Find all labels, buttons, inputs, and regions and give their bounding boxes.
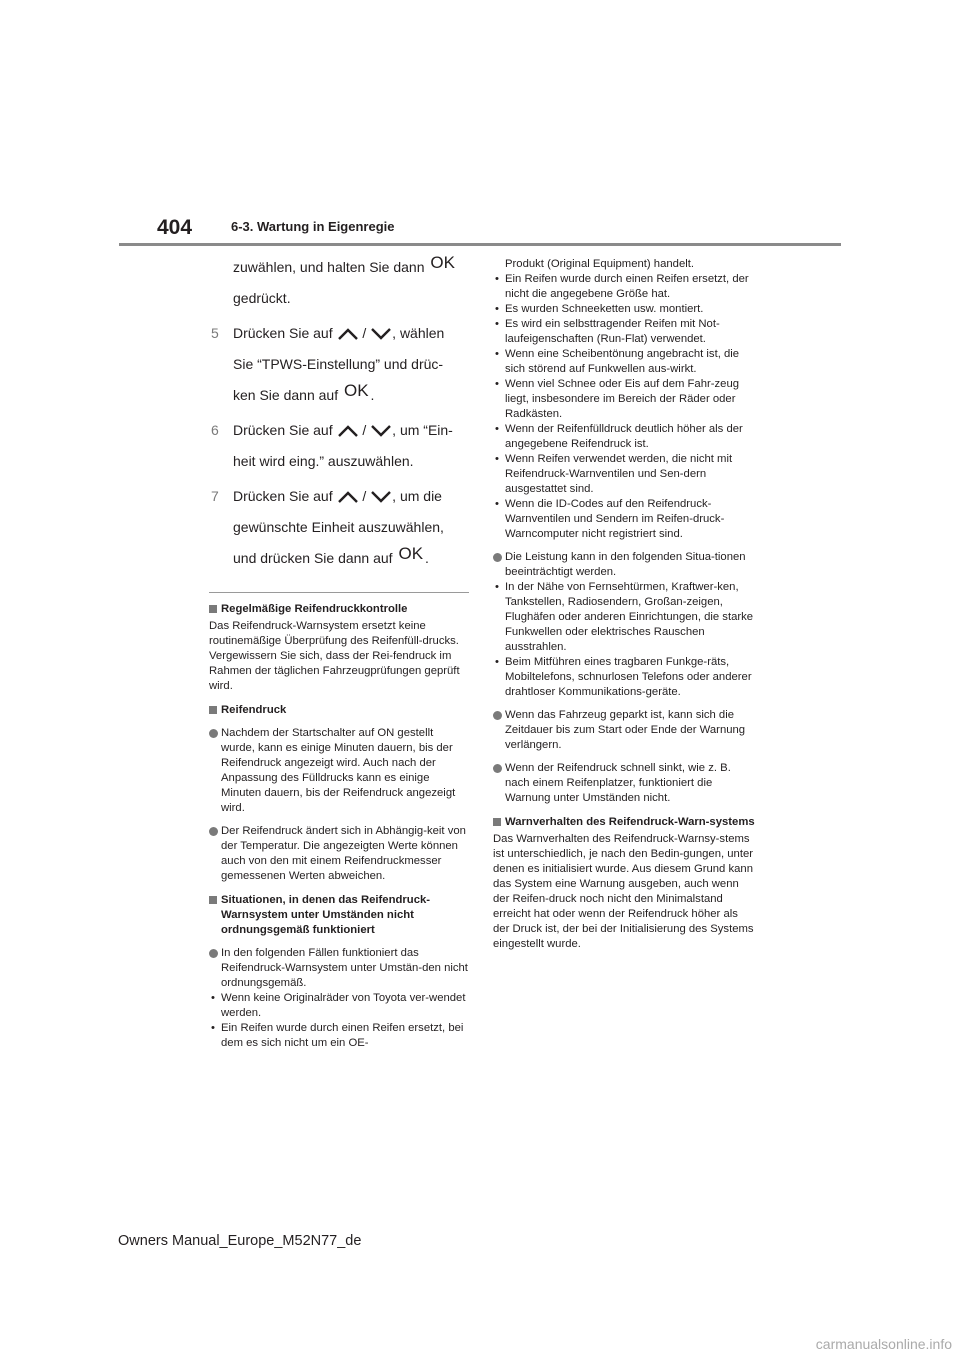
footer-text: Owners Manual_Europe_M52N77_de xyxy=(118,1233,362,1249)
circle-bullet-icon xyxy=(209,949,218,958)
step-text: . xyxy=(370,387,375,403)
step-text: , um “Ein- xyxy=(392,422,453,438)
watermark: carmanualsonline.info xyxy=(815,1336,952,1352)
continued-step-line-2: gedrückt. xyxy=(233,290,291,306)
circle-bullet-icon xyxy=(209,729,218,738)
section-title: 6-3. Wartung in Eigenregie xyxy=(231,219,395,234)
square-bullet-icon xyxy=(493,818,501,826)
section-heading: Regelmäßige Reifendruckkontrolle xyxy=(209,602,469,617)
circle-bullet-icon xyxy=(209,827,218,836)
chevron-down-icon xyxy=(370,424,392,438)
step-text: und drücken Sie dann auf xyxy=(233,550,393,566)
sub-list-item: • Wenn der Reifenfülldruck deutlich höher als der angegebene Reifendruck ist. xyxy=(495,423,743,450)
right-column xyxy=(493,257,755,952)
step-text: heit wird eing.” auszuwählen. xyxy=(233,453,414,469)
section-heading: Warnverhalten des Reifendruck-Warn-systems xyxy=(493,815,755,830)
chevron-down-icon xyxy=(370,490,392,504)
sub-list-item: • Wenn Reifen verwendet werden, die nicht mit Reifendruck-Warnventilen und Sen-dern ausgestattet sind. xyxy=(495,453,733,495)
circle-bullet-icon xyxy=(493,764,502,773)
paragraph: Produkt (Original Equipment) handelt. xyxy=(505,258,695,270)
step-text: gewünschte Einheit auszuwählen, xyxy=(233,519,444,535)
square-bullet-icon xyxy=(209,706,217,714)
step-text: ken Sie dann auf xyxy=(233,387,339,403)
list-item: Die Leistung kann in den folgenden Situa-tionen beeinträchtigt werden. xyxy=(493,550,755,580)
continued-text: zuwählen, und halten Sie dann xyxy=(233,259,425,275)
step-7 xyxy=(209,481,469,574)
header-rule xyxy=(119,243,841,246)
section-heading: Situationen, in denen das Reifendruck-Warnsystem unter Umständen nicht ordnungsgemäß funktioniert xyxy=(209,893,469,938)
ok-icon: OK xyxy=(430,253,455,272)
sub-list-item: • Wenn eine Scheibentönung angebracht ist, die sich störend auf Funkwellen aus-wirkt. xyxy=(495,348,740,375)
step-text: Drücken Sie auf xyxy=(233,325,333,341)
square-bullet-icon xyxy=(209,896,217,904)
sub-list-item: • Wenn viel Schnee oder Eis auf dem Fahr-zeug liegt, insbesondere im Bereich der Räder oder Radkästen. xyxy=(495,378,740,420)
circle-bullet-icon xyxy=(493,711,502,720)
step-text: , um die xyxy=(392,488,442,504)
step-text: Sie “TPWS-Einstellung” und drüc- xyxy=(233,356,444,372)
sub-list-item: • Wenn die ID-Codes auf den Reifendruck-Warnventilen und Sendern im Reifen-druck-Warncomputer nicht registriert sind. xyxy=(495,498,725,540)
list-item: Nachdem der Startschalter auf ON gestellt wurde, kann es einige Minuten dauern, bis der Reifendruck angezeigt wird. Auch nach der Anpassung des Fülldrucks kann es einige Minuten dauern, bis der Reifendruck angezeigt wird. xyxy=(209,726,469,816)
section-divider xyxy=(209,592,469,593)
page-number: 404 xyxy=(157,216,193,239)
paragraph: Das Warnverhalten des Reifendruck-Warnsy-stems ist unterschiedlich, je nach den Bedin-gungen, unter denen es initialisiert wurde. Aus diesem Grund kann das System eine Warnung ausgeben, auch wenn der Reifen-druck noch nicht den Minimalstand erreicht hat oder wenn der Reifendruck höher als der Druck ist, der bei der Initialisierung des Systems eingestellt wurde. xyxy=(493,833,754,950)
chevron-up-icon xyxy=(337,424,359,438)
paragraph: Das Reifendruck-Warnsystem ersetzt keine routinemäßige Überprüfung des Reifenfüll-drucks. Vergewissern Sie sich, dass der Rei-fendruck im Rahmen der täglichen Fahrzeugprüfungen geprüft wird. xyxy=(209,620,460,692)
ok-icon: OK xyxy=(343,381,369,400)
ok-icon: OK xyxy=(398,544,424,563)
slash-separator: / xyxy=(362,422,367,438)
circle-bullet-icon xyxy=(493,553,502,562)
sub-list-item: • Ein Reifen wurde durch einen Reifen ersetzt, der nicht die angegebene Größe hat. xyxy=(495,273,749,300)
chevron-down-icon xyxy=(370,327,392,341)
step-number: 5 xyxy=(211,325,219,341)
step-text: Drücken Sie auf xyxy=(233,422,333,438)
list-item: In den folgenden Fällen funktioniert das Reifendruck-Warnsystem unter Umstän-den nicht ordnungsgemäß. xyxy=(209,946,469,991)
step-5 xyxy=(209,318,469,411)
step-number: 7 xyxy=(211,488,219,504)
left-column xyxy=(209,252,469,1051)
slash-separator: / xyxy=(362,325,367,341)
chevron-up-icon xyxy=(337,490,359,504)
sub-list-item: • Beim Mitführen eines tragbaren Funkge-räts, Mobiltelefons, schnurlosen Telefons oder anderer drahtloser Kommunikations-geräte. xyxy=(495,656,752,698)
step-text: . xyxy=(425,550,429,566)
square-bullet-icon xyxy=(209,605,217,613)
list-item: Der Reifendruck ändert sich in Abhängig-keit von der Temperatur. Die angezeigten Werte können auch von den mit einem Reifendruckmesser gemessenen Werten abweichen. xyxy=(209,824,469,884)
step-text: , wählen xyxy=(392,325,445,341)
sub-list-item: • Wenn keine Originalräder von Toyota ver-wendet werden. xyxy=(211,992,466,1019)
sub-list-item: • Es wird ein selbsttragender Reifen mit Not-laufeigenschaften (Run-Flat) verwendet. xyxy=(495,318,720,345)
sub-list-item: • In der Nähe von Fernsehtürmen, Kraftwer-ken, Tankstellen, Radiosendern, Großan-zeigen, Flughäfen oder anderen Einrichtungen, die starke Funkwellen oder elektrisches Rauschen ausstrahlen. xyxy=(495,581,754,653)
step-6 xyxy=(209,415,469,477)
sub-list-item: • Ein Reifen wurde durch einen Reifen ersetzt, bei dem es sich nicht um ein OE- xyxy=(211,1022,464,1049)
list-item: Wenn der Reifendruck schnell sinkt, wie z. B. nach einem Reifenplatzer, funktioniert die Warnung unter Umständen nicht. xyxy=(493,761,755,806)
slash-separator: / xyxy=(362,488,367,504)
chevron-up-icon xyxy=(337,327,359,341)
step-text: Drücken Sie auf xyxy=(233,488,333,504)
list-item: Wenn das Fahrzeug geparkt ist, kann sich die Zeitdauer bis zum Start oder Ende der Warnung verlängern. xyxy=(493,708,755,753)
step-number: 6 xyxy=(211,422,219,438)
section-heading: Reifendruck xyxy=(209,703,469,718)
continued-step-line xyxy=(209,252,469,283)
sub-list-item: • Es wurden Schneeketten usw. montiert. xyxy=(495,303,704,315)
